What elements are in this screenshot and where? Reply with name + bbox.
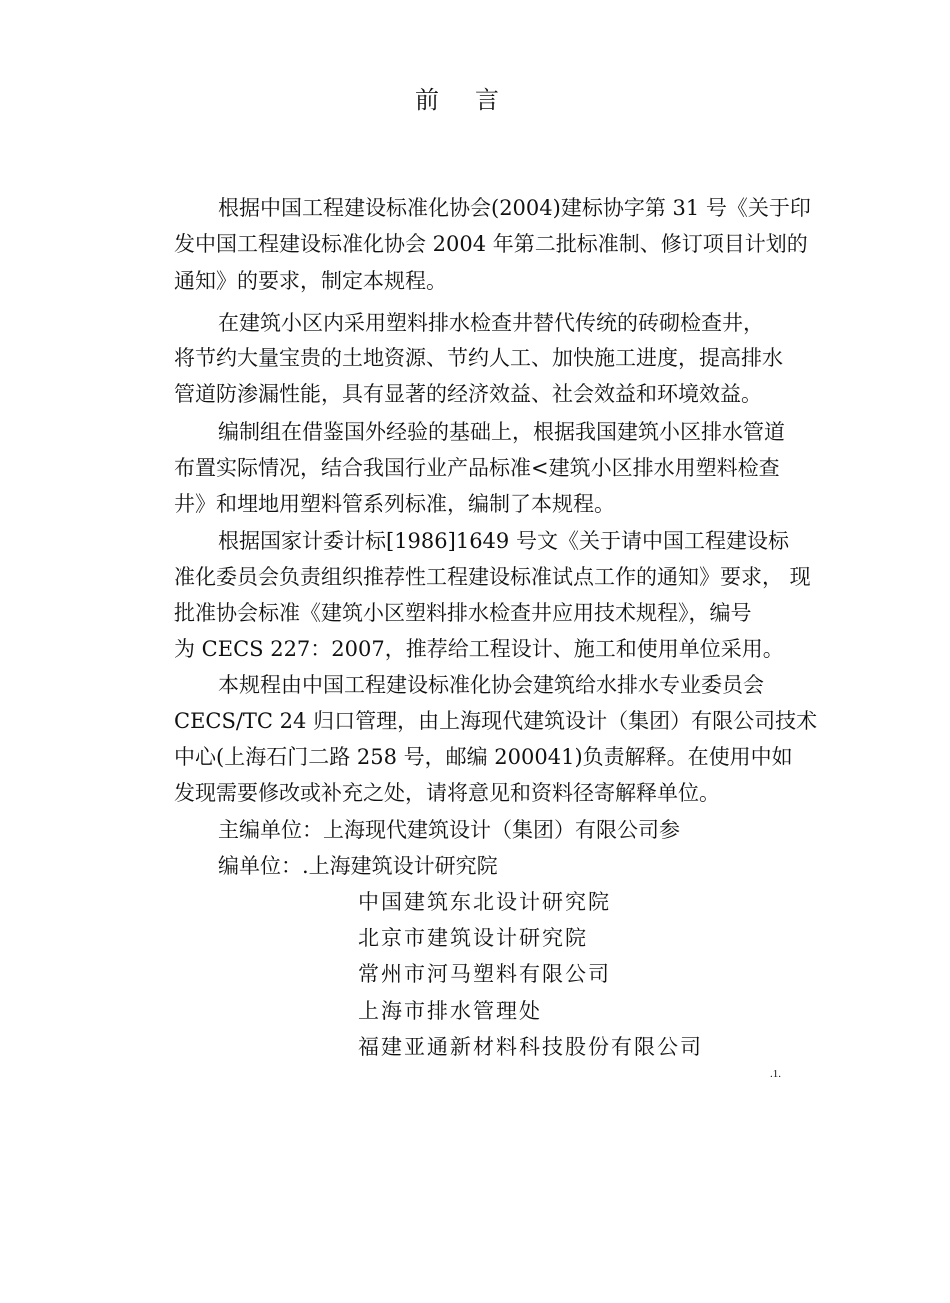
page-title bbox=[0, 80, 950, 115]
organization-item: 中国建筑东北设计研究院 bbox=[358, 890, 611, 914]
paragraph-line: 井》和埋地用塑料管系列标准，编制了本规程。 bbox=[174, 492, 615, 516]
participating-units-line: 编单位：.上海建筑设计研究院 bbox=[218, 854, 498, 878]
paragraph-line: 编制组在借鉴国外经验的基础上，根据我国建筑小区排水管道 bbox=[218, 420, 785, 444]
paragraph-line: 将节约大量宝贵的土地资源、节约人工、加快施工进度，提高排水 bbox=[174, 346, 783, 370]
paragraph-line: 根据中国工程建设标准化协会(2004)建标协字第 31 号《关于印 bbox=[218, 196, 811, 220]
paragraph-line: CECS/TC 24 归口管理，由上海现代建筑设计（集团）有限公司技术 bbox=[174, 709, 818, 733]
paragraph-line: 批准协会标准《建筑小区塑料排水检查井应用技术规程》，编号 bbox=[174, 601, 752, 625]
paragraph-line: 通知》的要求，制定本规程。 bbox=[174, 269, 447, 293]
paragraph-line: 为 CECS 227：2007，推荐给工程设计、施工和使用单位采用。 bbox=[174, 637, 784, 661]
paragraph-line: 管道防渗漏性能，具有显著的经济效益、社会效益和环境效益。 bbox=[174, 382, 762, 406]
page-number: .1. bbox=[770, 1068, 781, 1080]
organization-item: 上海市排水管理处 bbox=[358, 999, 542, 1023]
paragraph-line: 发现需要修改或补充之处，请将意见和资料径寄解释单位。 bbox=[174, 781, 720, 805]
paragraph-line: 本规程由中国工程建设标准化协会建筑给水排水专业委员会 bbox=[218, 673, 764, 697]
organization-item: 北京市建筑设计研究院 bbox=[358, 926, 588, 950]
organization-item: 福建亚通新材料科技股份有限公司 bbox=[358, 1035, 703, 1059]
paragraph-line: 准化委员会负责组织推荐性工程建设标准试点工作的通知》要求， 现 bbox=[174, 565, 811, 589]
organization-item: 常州市河马塑料有限公司 bbox=[358, 962, 611, 986]
paragraph-line: 根据国家计委计标[1986]1649 号文《关于请中国工程建设标 bbox=[218, 529, 789, 553]
paragraph-line: 在建筑小区内采用塑料排水检查井替代传统的砖砌检查井， bbox=[218, 311, 764, 335]
title-text: 前言 bbox=[415, 86, 535, 114]
paragraph-line: 发中国工程建设标准化协会 2004 年第二批标准制、修订项目计划的 bbox=[174, 232, 808, 256]
paragraph-line: 中心(上海石门二路 258 号，邮编 200041)负责解释。在使用中如 bbox=[174, 745, 793, 769]
chief-editor-line: 主编单位：上海现代建筑设计（集团）有限公司参 bbox=[218, 818, 680, 842]
paragraph-line: 布置实际情况，结合我国行业产品标准<建筑小区排水用塑料检查 bbox=[174, 456, 780, 480]
